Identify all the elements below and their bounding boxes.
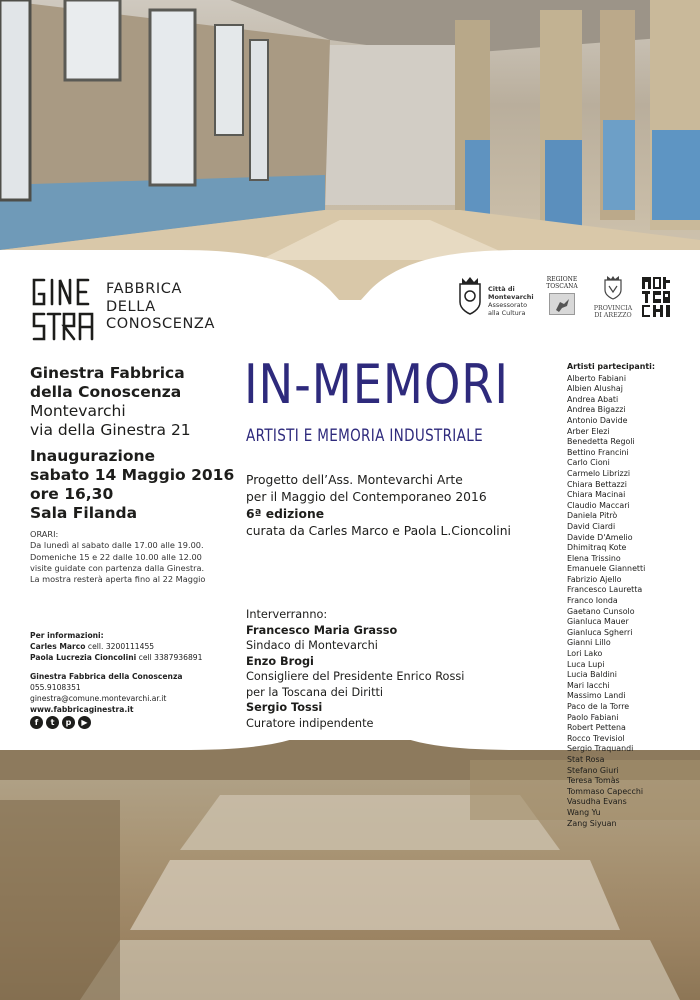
hours-line: Da lunedì al sabato dalle 17.00 alle 19.00. <box>30 540 204 551</box>
artist-name: Bettino Francini <box>567 447 629 457</box>
region-line: REGIONE <box>546 276 578 283</box>
artist-name: Dhimitraq Kote <box>567 543 627 553</box>
project-line: Progetto dell’Ass. Montevarchi Arte <box>246 473 463 487</box>
contact-heading: Per informazioni: <box>30 631 104 640</box>
provincia-arezzo-logo <box>590 276 636 320</box>
city-label <box>488 285 534 317</box>
city-label-line: Città di <box>488 285 515 293</box>
artist-name: Fabrizio Ajello <box>567 574 622 584</box>
artist-name: Albien Alushaj <box>567 384 623 394</box>
artist-name: Stat Rosa <box>567 754 605 764</box>
artist-name: Luca Lupi <box>567 659 605 669</box>
artist-name: Gianni Lillo <box>567 638 611 648</box>
montevarchi-brand-logo <box>641 276 671 318</box>
speaker-role: Consigliere del Presidente Enrico Rossi <box>246 670 465 683</box>
inauguration-line: ore 16,30 <box>30 485 114 503</box>
artist-name: Gianluca Mauer <box>567 617 629 627</box>
artist-name: Andrea Bigazzi <box>567 405 626 415</box>
city-label-line: Assessorato <box>488 301 528 309</box>
artist-name: Gaetano Cunsolo <box>567 606 635 616</box>
inauguration-line: sabato 14 Maggio 2016 <box>30 466 235 484</box>
province-line: PROVINCIA <box>593 304 633 312</box>
regione-toscana-logo <box>546 276 578 315</box>
artist-name: Mari Iacchi <box>567 680 610 690</box>
ginestra-logo-mark <box>30 276 100 344</box>
exhibition-title: IN-MEMORI <box>244 353 509 416</box>
inauguration-block <box>30 447 234 523</box>
artist-name: Gianluca Sgherri <box>567 627 633 637</box>
facebook-icon[interactable]: f <box>30 716 43 729</box>
artist-name: Carmelo Librizzi <box>567 468 631 478</box>
artist-name: Stefano Giuri <box>567 765 619 775</box>
pinterest-icon[interactable]: p <box>62 716 75 729</box>
speaker-role: Curatore indipendente <box>246 716 374 730</box>
hours-line: Domeniche 15 e 22 dalle 10.00 alle 12.00 <box>30 551 202 562</box>
artist-name: Davide D'Amelio <box>567 532 633 542</box>
speaker-name: Enzo Brogi <box>246 654 314 668</box>
city-label-line: alla Cultura <box>488 309 526 317</box>
artist-name: Claudio Maccari <box>567 500 630 510</box>
artist-name: Sergio Traquandi <box>567 744 634 754</box>
hours-line: La mostra resterà aperta fino al 22 Maggio <box>30 574 206 585</box>
artist-name: Carlo Cioni <box>567 458 610 468</box>
contact-person-2 <box>30 652 202 663</box>
artist-name: Antonio Davide <box>567 415 628 425</box>
artist-name: Paco de la Torre <box>567 702 630 711</box>
artist-name: Lori Lako <box>567 649 603 659</box>
contact-phone: cell. 3200111455 <box>85 642 155 651</box>
artist-name: Chiara Macinai <box>567 490 626 500</box>
speaker-name: Francesco Maria Grasso <box>246 623 398 637</box>
contact-name: Carles Marco <box>30 642 86 651</box>
artist-name: Francesco Lauretta <box>567 585 643 595</box>
project-description <box>246 472 511 540</box>
inauguration-line: Sala Filanda <box>30 504 138 522</box>
hours-line: ORARI: <box>30 529 59 539</box>
artist-name: Chiara Bettazzi <box>567 479 627 489</box>
artist-name: Rocco Trevisiol <box>567 733 625 743</box>
artist-name: Daniela Pitrò <box>567 511 618 521</box>
inauguration-line: Inaugurazione <box>30 447 156 465</box>
contact-org: Ginestra Fabbrica della Conoscenza <box>30 672 183 681</box>
montevarchi-crest-icon <box>456 276 484 316</box>
curators-line: curata da Carles Marco e Paola L.Cioncolini <box>246 524 511 538</box>
contact-person-1 <box>30 641 202 652</box>
artist-name: Massimo Landi <box>567 691 626 701</box>
exhibition-subtitle: ARTISTI E MEMORIA INDUSTRIALE <box>246 426 483 445</box>
artist-name: Franco Ionda <box>567 596 618 606</box>
region-line: TOSCANA <box>546 283 578 290</box>
artist-name: Vasudha Evans <box>567 797 627 807</box>
contact-phone-main[interactable]: 055.9108351 <box>30 683 81 692</box>
contact-name: Paola Lucrezia Cioncolini <box>30 653 137 662</box>
artist-name: Zang Siyuan <box>567 818 617 828</box>
ginestra-name-line: CONOSCENZA <box>106 316 215 332</box>
speakers-heading: Interverranno: <box>246 608 328 621</box>
artist-name: Benedetta Regoli <box>567 437 635 447</box>
artist-name: David Ciardi <box>567 521 616 531</box>
artist-name: Lucia Baldini <box>567 670 617 680</box>
venue-place-line: Montevarchi <box>30 402 126 420</box>
ginestra-name-line: FABBRICA <box>106 281 183 297</box>
contact-phone: cell 3387936891 <box>136 653 203 662</box>
artist-name: Emanuele Giannetti <box>567 564 646 574</box>
hours-line: visite guidate con partenza dalla Ginestra. <box>30 562 205 573</box>
speaker-role: per la Toscana dei Diritti <box>246 685 384 699</box>
province-line: DI AREZZO <box>594 312 632 319</box>
pegasus-flag-icon <box>549 293 575 315</box>
artist-names <box>567 374 655 830</box>
website-link[interactable]: www.fabbricaginestra.it <box>30 705 134 714</box>
edition-label: 6ª edizione <box>246 507 325 521</box>
artists-heading: Artisti partecipanti: <box>567 362 655 371</box>
artist-name: Paolo Fabiani <box>567 712 619 722</box>
opening-hours <box>30 529 205 585</box>
youtube-icon[interactable]: ▶ <box>78 716 91 729</box>
artist-name: Tommaso Capecchi <box>567 786 644 796</box>
speaker-role: Sindaco di Montevarchi <box>246 639 378 652</box>
artist-name: Wang Yu <box>567 807 601 817</box>
artist-name: Alberto Fabiani <box>567 373 627 383</box>
venue-title-line: della Conoscenza <box>30 383 182 401</box>
speakers-block <box>246 607 464 731</box>
ginestra-name-line: DELLA <box>106 298 156 315</box>
artist-name: Andrea Abati <box>567 394 619 404</box>
artist-name: Teresa Tomàs <box>567 776 620 786</box>
artists-list <box>567 362 655 829</box>
contact-info <box>30 630 202 715</box>
twitter-icon[interactable]: t <box>46 716 59 729</box>
provincia-crest-icon <box>603 276 623 300</box>
artist-name: Robert Pettena <box>567 723 626 733</box>
artist-name: Elena Trissino <box>567 553 621 563</box>
city-label-line: Montevarchi <box>488 293 534 301</box>
contact-email-link[interactable]: ginestra@comune.montevarchi.ar.it <box>30 694 167 703</box>
speaker-name: Sergio Tossi <box>246 701 323 714</box>
artist-name: Arber Elezi <box>567 426 610 436</box>
venue-block <box>30 364 191 440</box>
ginestra-name <box>106 281 215 334</box>
project-line: per il Maggio del Contemporaneo 2016 <box>246 490 487 504</box>
social-icons <box>30 716 91 729</box>
venue-title-line: Ginestra Fabbrica <box>30 364 185 382</box>
venue-place-line: via della Ginestra 21 <box>30 421 191 439</box>
